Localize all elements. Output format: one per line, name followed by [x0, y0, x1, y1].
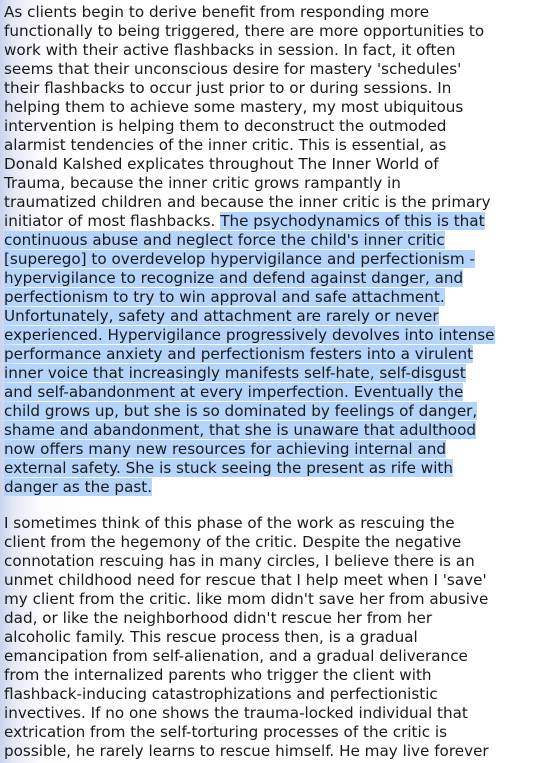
text-line: alcoholic family. This rescue process then, is a gradual: [4, 628, 418, 646]
text-line: extrication from the self-torturing processes of the critic is: [4, 723, 448, 741]
text-line: emancipation from self-alienation, and a gradual deliverance: [4, 647, 468, 665]
selected-line: [4, 326, 532, 345]
text-line: unmet childhood need for rescue that I help meet when I 'save': [4, 571, 487, 589]
text-line: flashback-inducing catastrophizations and perfectionistic: [4, 685, 438, 703]
selected-line: [4, 231, 532, 250]
text-line: traumatized children and because the inner critic is the primary: [4, 193, 491, 211]
selected-line: [4, 421, 532, 440]
text-line-mixed: [4, 212, 532, 231]
text-line: their flashbacks to occur just prior to or during sessions. In: [4, 79, 452, 97]
selected-text[interactable]: experienced. Hypervigilance progressively devolves into intense: [4, 326, 495, 344]
text-line: helping them to achieve some mastery, my most ubiquitous: [4, 98, 464, 116]
selected-line: [4, 288, 532, 307]
selected-line: [4, 440, 532, 459]
text-line: seems that their unconscious desire for mastery 'schedules': [4, 60, 462, 78]
selected-text[interactable]: The psychodynamics of this is that: [220, 212, 485, 230]
selected-line: [4, 364, 532, 383]
plain-text: initiator of most flashbacks.: [4, 212, 221, 230]
text-line: possible, he rarely learns to rescue himself. He may live forever: [4, 742, 489, 760]
selected-line: [4, 459, 532, 478]
selected-text[interactable]: perfectionism to try to win approval and safe attachment.: [4, 288, 445, 306]
text-line: client from the hegemony of the critic. Despite the negative: [4, 533, 462, 551]
selected-line: [4, 307, 532, 326]
text-line: my client from the critic. like mom didn't save her from abusive: [4, 590, 489, 608]
selected-text[interactable]: hypervigilance to recognize and defend against danger, and: [4, 269, 464, 287]
selected-text[interactable]: [superego] to overdevelop hypervigilance and perfectionism -: [4, 250, 475, 268]
paragraph-1: [4, 3, 532, 497]
text-line: Trauma, because the inner critic grows rampantly in: [4, 174, 401, 192]
paragraph-gap: [4, 497, 532, 514]
text-line: from the internalized parents who trigger the client with: [4, 666, 432, 684]
text-line: dad, or like the neighborhood didn't rescue her from her: [4, 609, 433, 627]
text-line: connotation rescuing has in many circles, I believe there is an: [4, 552, 475, 570]
text-line: I sometimes think of this phase of the work as rescuing the: [4, 514, 455, 532]
document-page: [4, 3, 532, 761]
paragraph-2: [4, 514, 532, 761]
selected-text[interactable]: child grows up, but she is so dominated by feelings of danger,: [4, 402, 478, 420]
selected-line: [4, 250, 532, 269]
selected-text[interactable]: inner voice that increasingly manifests self-hate, self-disgust: [4, 364, 466, 382]
text-line: As clients begin to derive benefit from responding more: [4, 3, 430, 21]
text-line: Donald Kalshed explicates throughout The Inner World of: [4, 155, 439, 173]
selected-text[interactable]: Unfortunately, safety and attachment are rarely or never: [4, 307, 439, 325]
selected-text[interactable]: and self-abandonment at every imperfection. Eventually the: [4, 383, 464, 401]
selected-line: [4, 402, 532, 421]
selected-line: [4, 269, 532, 288]
selected-line: [4, 383, 532, 402]
text-line: invectives. If no one shows the trauma-locked individual that: [4, 704, 468, 722]
selected-line: [4, 478, 532, 497]
selected-text[interactable]: continuous abuse and neglect force the child's inner critic: [4, 231, 445, 249]
text-line: work with their active flashbacks in session. In fact, it often: [4, 41, 456, 59]
text-line: alarmist tendencies of the inner critic. This is essential, as: [4, 136, 447, 154]
selected-text[interactable]: danger as the past.: [4, 478, 153, 496]
selected-line: [4, 345, 532, 364]
selected-text[interactable]: shame and abandonment, that she is unaware that adulthood: [4, 421, 476, 439]
selected-text[interactable]: external safety. She is stuck seeing the present as rife with: [4, 459, 454, 477]
selected-text[interactable]: performance anxiety and perfectionism festers into a virulent: [4, 345, 474, 363]
text-line: intervention is helping them to deconstruct the outmoded: [4, 117, 447, 135]
selected-text[interactable]: now offers many new resources for achieving internal and: [4, 440, 446, 458]
text-line: functionally to being triggered, there are more opportunities to: [4, 22, 485, 40]
